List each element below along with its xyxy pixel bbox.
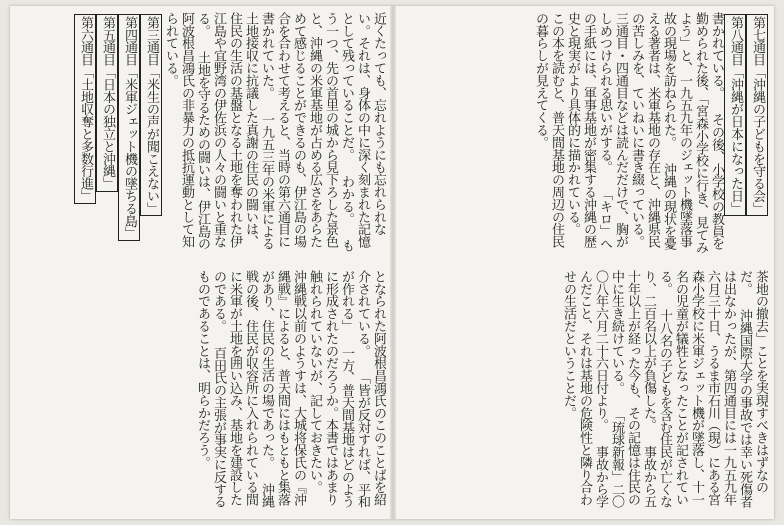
chapter-heading: 第八通目「沖縄が日本になった日」 (724, 14, 746, 216)
left-page (16, 12, 386, 513)
paragraph: となられた阿波根昌鴻氏のこのことばを紹介されている。 (355, 270, 386, 506)
paragraph: 一方、普天間基地はどのように形成されたのだろうか。本書ではあまり触れられていないが、記しておきたい。 (307, 270, 354, 508)
paragraph: 沖縄の現状を憂える著者は、米軍基地の存在と、沖縄県民の苦しみを、ていねいに書き綴っている。 (629, 12, 676, 250)
right-upper-text (402, 12, 768, 258)
paragraph: 書かれている。 (709, 12, 724, 99)
left-lower-text (16, 270, 386, 513)
right-lower-text (402, 270, 768, 513)
right-lower-tier (402, 270, 768, 513)
chapter-heading: 第三通目「米生の声が聞こえない」 (140, 14, 162, 216)
paragraph: 百田氏の主張が事実に反するものであることは、明らかだろう。 (195, 270, 226, 508)
chapter-heading: 第七通目「沖縄の子どもを守る会」 (746, 14, 768, 216)
right-upper-tier (402, 12, 768, 258)
paragraph: 「キロ」への手紙には、軍事基地が密集する沖縄の歴史と現実がより具体的に描かれている。 (565, 12, 612, 250)
paragraph: 三通目・四通目などは読んだだけで、胸がしめつけられる思いがする。 (597, 12, 628, 248)
paragraph: 「琉球新報」二〇〇八年六月二十六日付より。 (593, 270, 624, 508)
paragraph: 事故から五十年以上が経った今も、その記憶は住民の中に生き続けている。 (609, 270, 656, 508)
quote: 「皆が反対すれば、平和が作れる」 (339, 270, 370, 508)
chapter-heading: 第四通目「米軍ジェット機の墜ちる島」 (118, 14, 140, 241)
paragraph: 十八名の子どもを含む住民が亡くなり、二百名以上が負傷した。 (641, 270, 672, 508)
paragraph: この本を読むと、普天間基地の周辺の住民の暮らしが見えてくる。 (533, 12, 564, 248)
left-lower-tier (16, 270, 386, 513)
chapter-heading: 第六通目「土地収奪と多数行進」 (74, 14, 96, 204)
paragraph: わかる。 (339, 175, 354, 225)
paragraph: 沖縄戦の後、住民が収容所に入れられている間に米軍が土地を囲い込み、基地を建設したのである。 (211, 270, 274, 508)
paragraph: 沖縄戦以前のようすは、大城将保氏の『沖縄戦』によると、普天間にはもともと集落があり、住民の生活の場であった。 (259, 270, 306, 506)
left-upper-text (16, 12, 386, 258)
chapter-heading: 第五通目「日本の独立と沖縄」 (96, 14, 118, 192)
paragraph: 事故から学んだこと、それは基地の危険性と隣り合わせの生活だということだ。 (561, 270, 608, 508)
right-page (402, 12, 768, 513)
paragraph: 沖縄国際大学の事故では幸い死傷者は出なかったが、第四通目には一九五九年六月三十日、うるま市石川（現）にある宮森小学校に米軍ジェット機が墜落し、十一名の児童が犠牲となったことが記されている。 (657, 270, 752, 508)
paragraph: その後、小学校の教員を勤められた後、「宮森小学校に行き、見てみよう」と、一九五九年のジェット機墜落事故の現場を訪ねられた。 (661, 12, 724, 254)
paragraph: 一九五三年の米軍による土地接収に抗議した真謝の住民の闘いは、住民の生活の基盤となる土地を奪われた伊江島や宜野湾の伊佐浜の人々の闘いと重なる。 (195, 12, 274, 250)
paragraph: もう一つ、先の首里の城から見下ろした景色と、沖縄の米軍基地が占める広さをあらためて感じることができるのも、伊江島の場合を合わせて考えると、当時の第六通目に書かれていた。 (259, 12, 354, 252)
book-spread (10, 6, 774, 519)
left-upper-tier (16, 12, 386, 258)
paragraph: 土地を守るための闘いは、伊江島の阿波根昌鴻氏の非暴力の抵抗運動として知られている。 (163, 12, 210, 250)
paragraph: 茶地の撤去」ことを実現すべきはずなのだ。 (737, 270, 768, 494)
book-gutter (390, 6, 396, 519)
paragraph: 近くたっても、忘れようにも忘れられない。それは、身体の中に深く刻まれた記憶として残っていることだ。 (339, 12, 386, 248)
